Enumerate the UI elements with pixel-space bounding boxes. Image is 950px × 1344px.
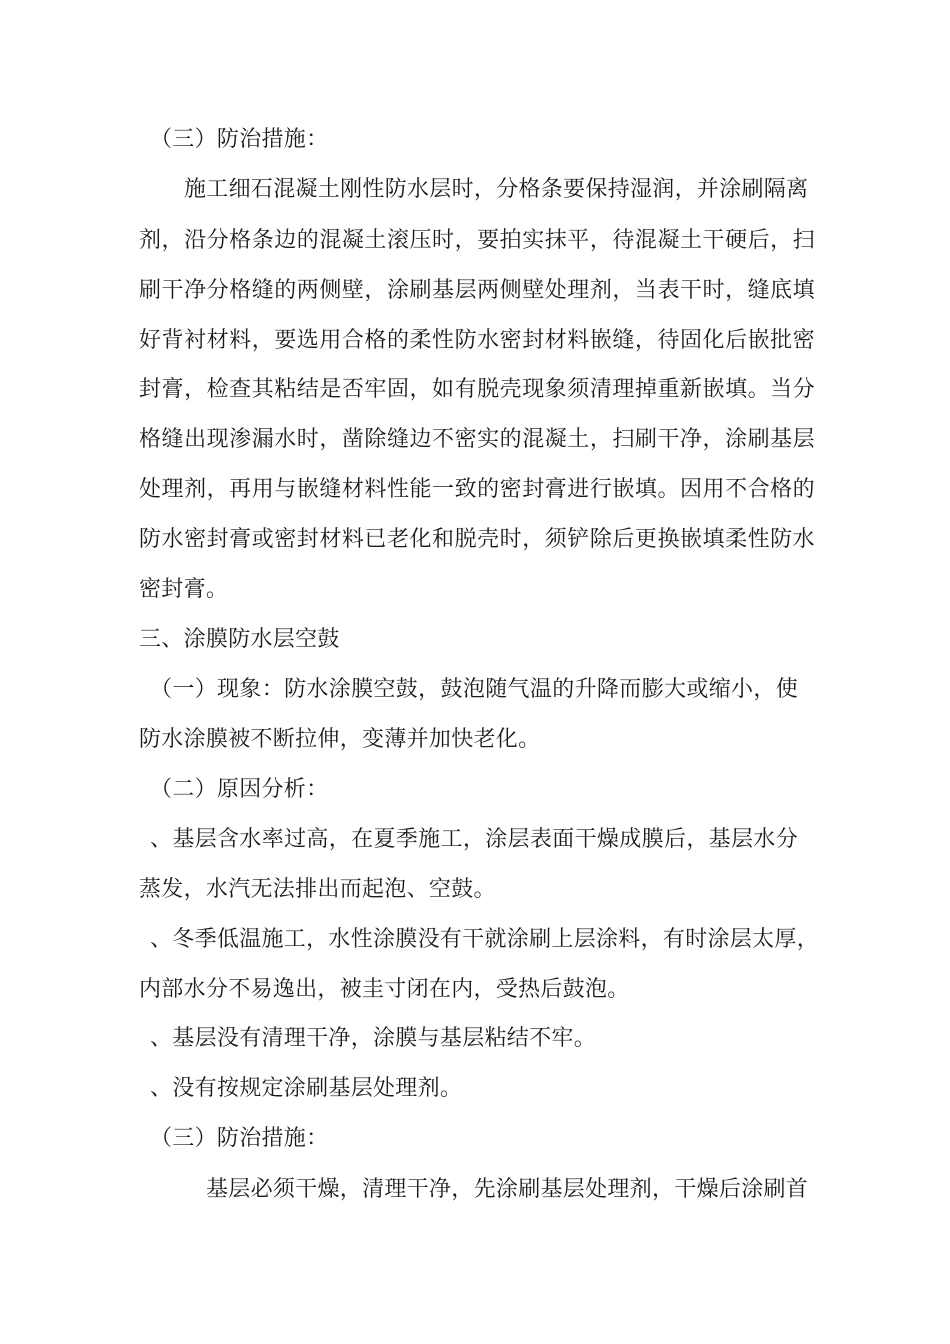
subheading-prevention-measures: （三）防治措施： (150, 1126, 329, 1151)
paragraph-line: 密封膏。 (139, 577, 229, 602)
list-item: 、基层含水率过高，在夏季施工，涂层表面干燥成膜后，基层水分 (150, 827, 798, 852)
paragraph-line: 处理剂，再用与嵌缝材料性能一致的密封膏进行嵌填。因用不合格的 (139, 477, 815, 502)
paragraph-line: 施工细石混凝土刚性防水层时，分格条要保持湿润，并涂刷隔离 (184, 177, 809, 202)
paragraph-line: 基层必须干燥，清理干净，先涂刷基层处理剂，干燥后涂刷首 (206, 1177, 809, 1202)
section-heading: 三、涂膜防水层空鼓 (139, 627, 340, 652)
paragraph-line: （一）现象：防水涂膜空鼓，鼓泡随气温的升降而膨大或缩小，使 (150, 677, 798, 702)
list-item: 、基层没有清理干净，涂膜与基层粘结不牢。 (150, 1026, 597, 1051)
paragraph-line: 防水涂膜被不断拉伸，变薄并加快老化。 (139, 727, 541, 752)
subheading-cause-analysis: （二）原因分析： (150, 777, 329, 802)
list-item: 、没有按规定涂刷基层处理剂。 (150, 1076, 463, 1101)
paragraph-line: 内部水分不易逸出，被圭寸闭在内，受热后鼓泡。 (139, 977, 630, 1002)
paragraph-line: 好背衬材料，要选用合格的柔性防水密封材料嵌缝，待固化后嵌批密 (139, 328, 815, 353)
paragraph-line: 格缝出现渗漏水时，凿除缝边不密实的混凝土，扫刷干净，涂刷基层 (139, 427, 815, 452)
paragraph-line: 封膏，检查其粘结是否牢固，如有脱壳现象须清理掉重新嵌填。当分 (139, 377, 815, 402)
paragraph-line: 防水密封膏或密封材料已老化和脱壳时，须铲除后更换嵌填柔性防水 (139, 527, 815, 552)
paragraph-line: 蒸发，水汽无法排出而起泡、空鼓。 (139, 877, 496, 902)
list-item: 、冬季低温施工，水性涂膜没有干就涂刷上层涂料，有时涂层太厚， (150, 927, 820, 952)
subheading-prevention-measures: （三）防治措施： (150, 127, 329, 152)
paragraph-line: 刷干净分格缝的两侧壁，涂刷基层两侧壁处理剂，当表干时，缝底填 (139, 278, 815, 303)
paragraph-line: 剂，沿分格条边的混凝土滚压时，要拍实抹平，待混凝土干硬后，扫 (139, 228, 815, 253)
